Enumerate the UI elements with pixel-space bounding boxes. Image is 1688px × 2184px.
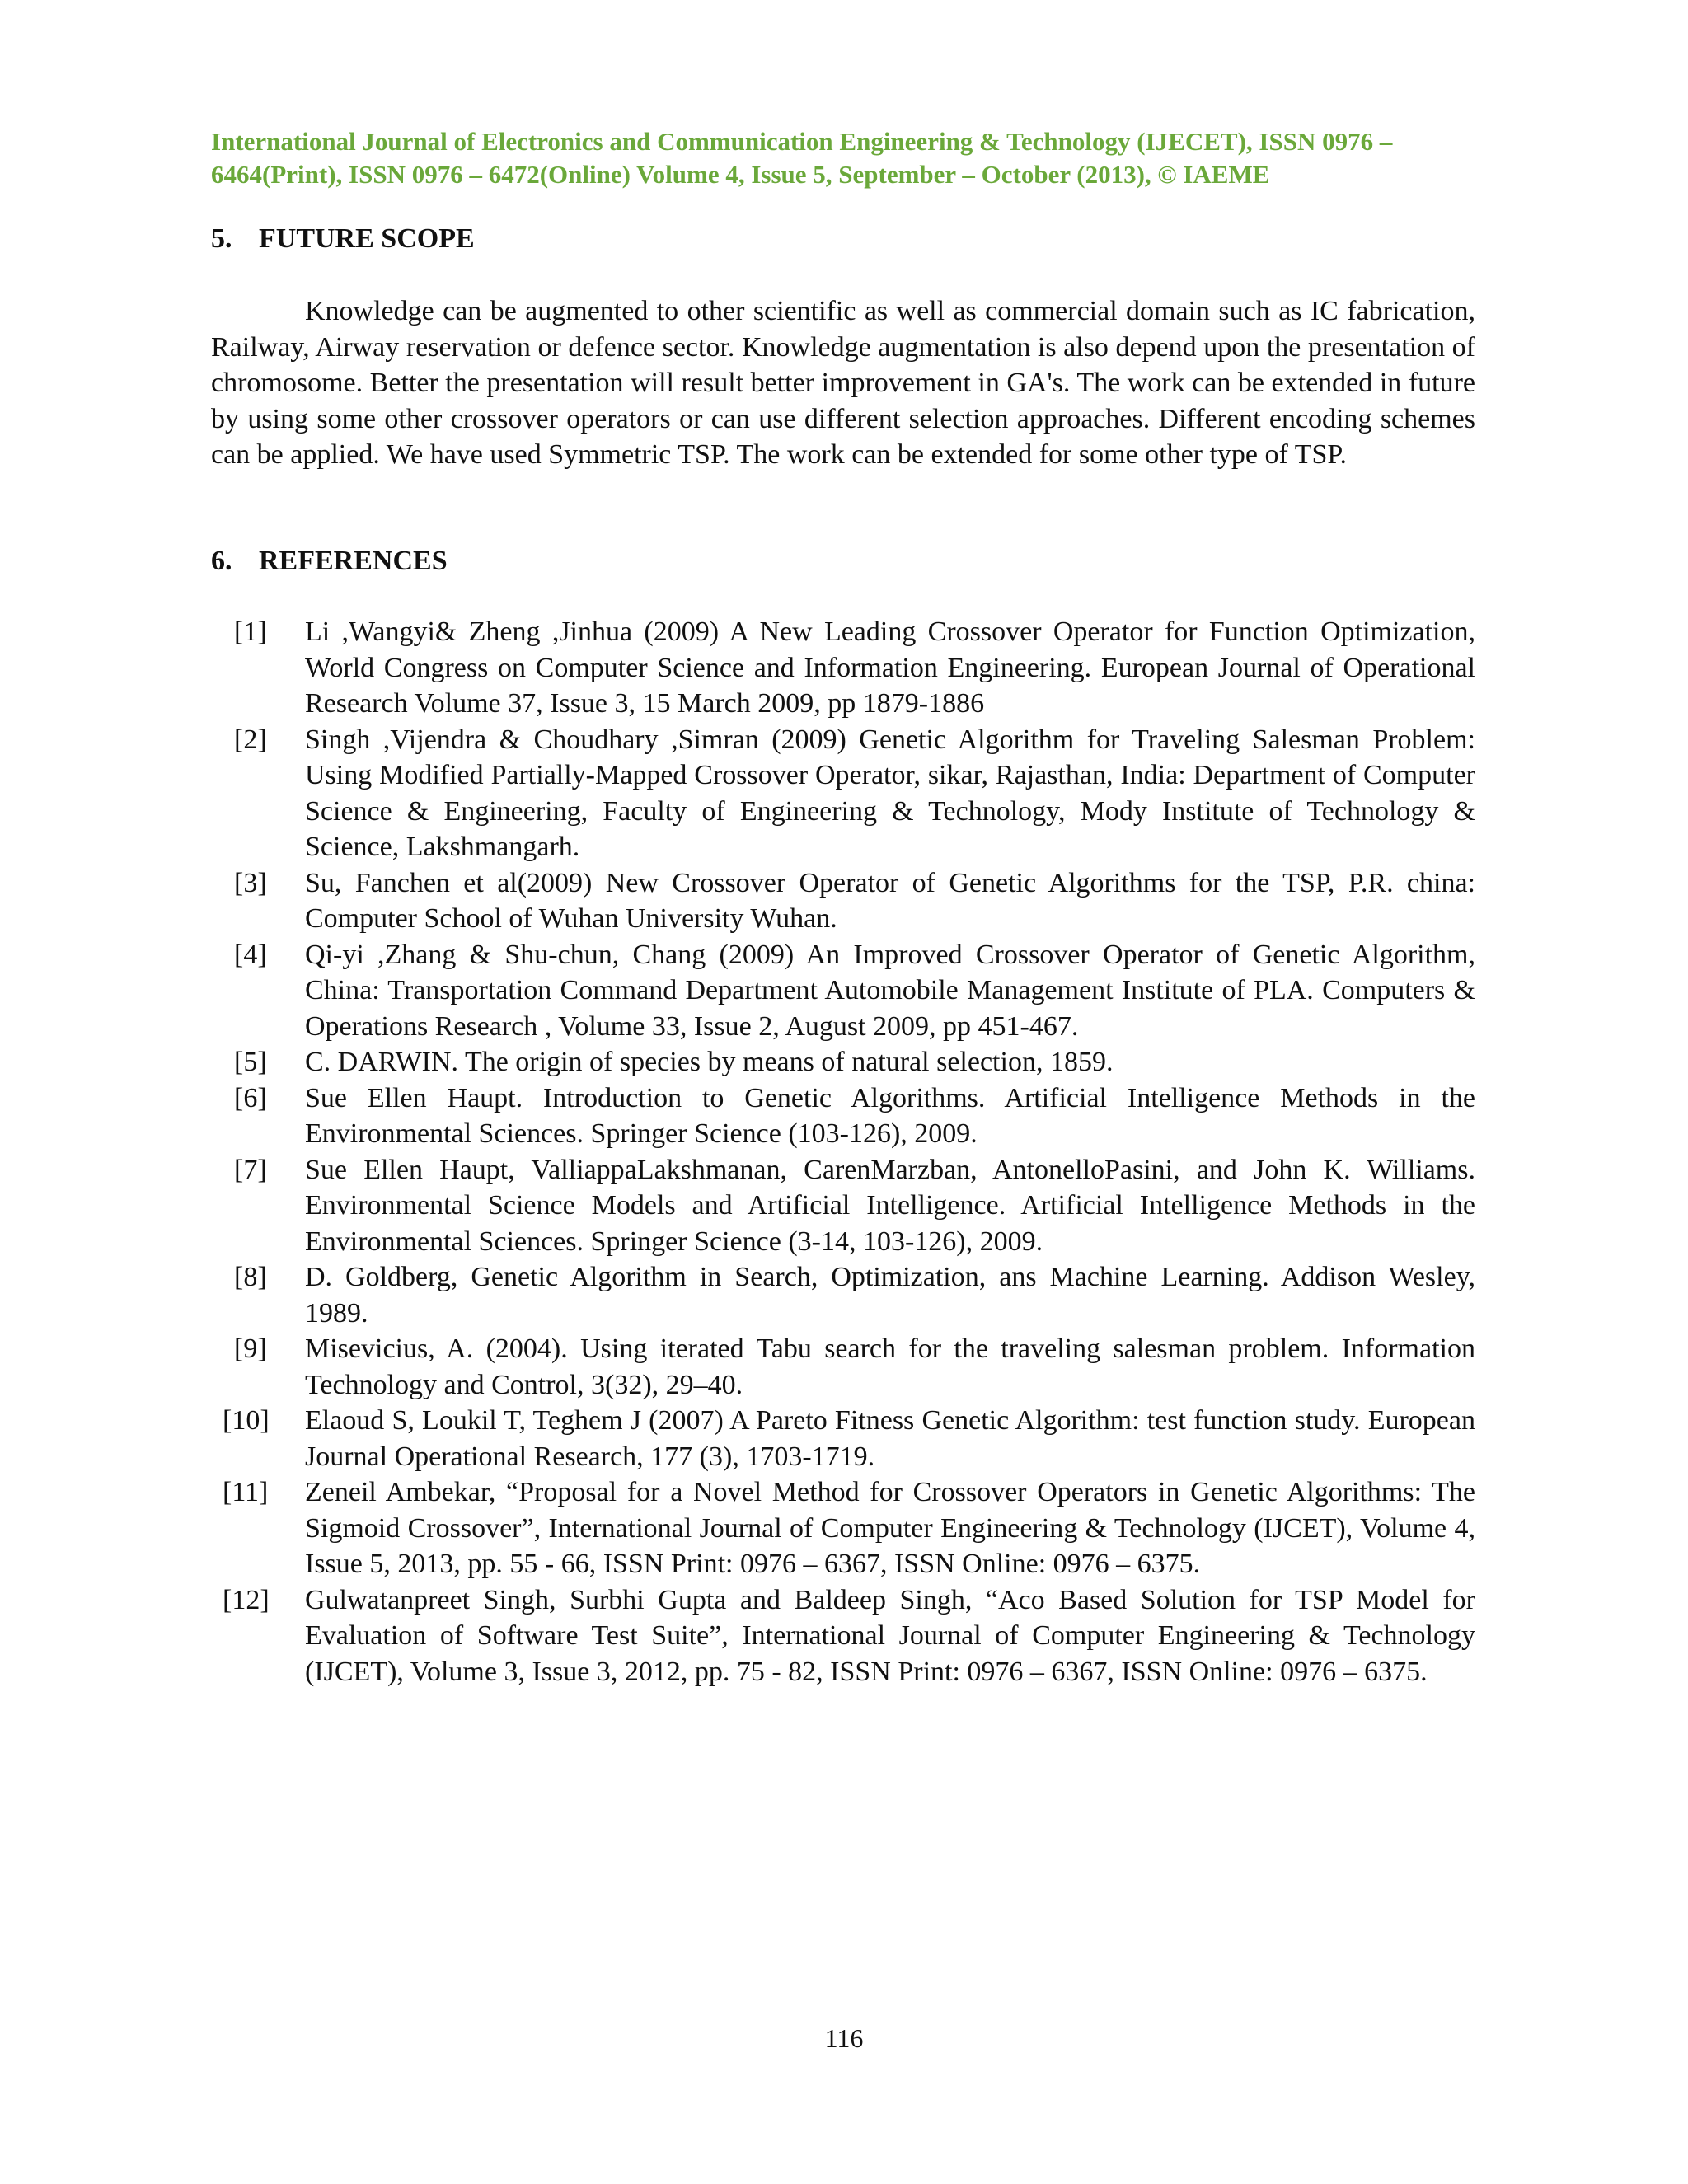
reference-text: Zeneil Ambekar, “Proposal for a Novel Method for Crossover Operators in Genetic Algorithms: The Sigmoid Crossover”, International Journal of Computer Engineering & Technology (IJCET), Volume 4, Issue 5, 2013, pp. 55 - 66, ISSN Print: 0976 – 6367, ISSN Online: 0976 – 6375. bbox=[305, 1477, 1475, 1579]
reference-text: Elaoud S, Loukil T, Teghem J (2007) A Pareto Fitness Genetic Algorithm: test function study. European Journal Operational Research, 177 (3), 1703-1719. bbox=[305, 1405, 1475, 1472]
reference-number: [2] bbox=[234, 724, 267, 755]
reference-number: [11] bbox=[223, 1477, 269, 1507]
reference-item bbox=[211, 722, 1475, 865]
reference-text: Misevicius, A. (2004). Using iterated Tabu search for the traveling salesman problem. Information Technology and Control, 3(32), 29–40. bbox=[305, 1333, 1475, 1400]
section-number: 5. bbox=[211, 223, 232, 254]
section-title: REFERENCES bbox=[259, 546, 448, 576]
reference-text: Li ,Wangyi& Zheng ,Jinhua (2009) A New Leading Crossover Operator for Function Optimization, World Congress on Computer Science and Information Engineering. European Journal of Operational Research Volume 37, Issue 3, 15 March 2009, pp 1879-1886 bbox=[305, 616, 1475, 719]
reference-list bbox=[211, 614, 1475, 1690]
reference-text: Gulwatanpreet Singh, Surbhi Gupta and Baldeep Singh, “Aco Based Solution for TSP Model for Evaluation of Software Test Suite”, International Journal of Computer Engineering & Technology (IJCET), Volume 3, Issue 3, 2012, pp. 75 - 82, ISSN Print: 0976 – 6367, ISSN Online: 0976 – 6375. bbox=[305, 1584, 1475, 1687]
reference-number: [10] bbox=[223, 1405, 270, 1436]
reference-item bbox=[211, 1259, 1475, 1331]
reference-item bbox=[211, 1582, 1475, 1690]
reference-item bbox=[211, 1403, 1475, 1474]
reference-item bbox=[211, 614, 1475, 722]
reference-number: [3] bbox=[234, 867, 267, 898]
reference-item bbox=[211, 1044, 1475, 1080]
reference-number: [6] bbox=[234, 1082, 267, 1113]
reference-number: [7] bbox=[234, 1154, 267, 1185]
reference-item bbox=[211, 1331, 1475, 1403]
reference-text: Sue Ellen Haupt. Introduction to Genetic Algorithms. Artificial Intelligence Methods in the Environmental Sciences. Springer Science (103-126), 2009. bbox=[305, 1082, 1475, 1149]
reference-text: D. Goldberg, Genetic Algorithm in Search, Optimization, ans Machine Learning. Addison Wesley, 1989. bbox=[305, 1262, 1475, 1329]
reference-text: Su, Fanchen et al(2009) New Crossover Operator of Genetic Algorithms for the TSP, P.R. china: Computer School of Wuhan University Wuhan. bbox=[305, 867, 1475, 934]
reference-number: [9] bbox=[234, 1333, 267, 1364]
reference-text: Sue Ellen Haupt, ValliappaLakshmanan, CarenMarzban, AntonelloPasini, and John K. Williams. Environmental Science Models and Artificial Intelligence. Artificial Intelligence Methods in the Environmental Sciences. Springer Science (3-14, 103-126), 2009. bbox=[305, 1154, 1475, 1257]
reference-item bbox=[211, 937, 1475, 1045]
reference-text: C. DARWIN. The origin of species by means of natural selection, 1859. bbox=[305, 1047, 1114, 1077]
reference-text: Qi-yi ,Zhang & Shu-chun, Chang (2009) An Improved Crossover Operator of Genetic Algorithm, China: Transportation Command Department Automobile Management Institute of PLA. Computers & Operations Research , Volume 33, Issue 2, August 2009, pp 451-467. bbox=[305, 939, 1475, 1042]
reference-item bbox=[211, 1474, 1475, 1582]
reference-number: [1] bbox=[234, 616, 267, 647]
section-heading-future-scope bbox=[211, 223, 475, 255]
section-title: FUTURE SCOPE bbox=[259, 223, 475, 254]
future-scope-paragraph: Knowledge can be augmented to other scientific as well as commercial domain such as IC fabrication, Railway, Airway reservation or defence sector. Knowledge augmentation is also depend upon the presentation of chromosome. Better the presentation will result better improvement in GA's. The work can be extended in future by using some other crossover operators or can use different selection approaches. Different encoding schemes can be applied. We have used Symmetric TSP. The work can be extended for some other type of TSP. bbox=[211, 296, 1475, 470]
reference-number: [8] bbox=[234, 1262, 267, 1292]
page-number: 116 bbox=[824, 2023, 864, 2053]
reference-item bbox=[211, 1080, 1475, 1152]
reference-number: [12] bbox=[223, 1584, 270, 1615]
journal-header-line-2: 6464(Print), ISSN 0976 – 6472(Online) Volume 4, Issue 5, September – October (2013), © IAEME bbox=[211, 160, 1270, 189]
reference-item bbox=[211, 1152, 1475, 1260]
section-heading-references bbox=[211, 545, 448, 578]
reference-number: [5] bbox=[234, 1047, 267, 1077]
section-number: 6. bbox=[211, 546, 232, 576]
journal-header-line-1: International Journal of Electronics and Communication Engineering & Technology (IJECET), ISSN 0976 – bbox=[211, 127, 1393, 156]
reference-text: Singh ,Vijendra & Choudhary ,Simran (2009) Genetic Algorithm for Traveling Salesman Problem: Using Modified Partially-Mapped Crossover Operator, sikar, Rajasthan, India: Department of Computer Science & Engineering, Faculty of Engineering & Technology, Mody Institute of Technology & Science, Lakshmangarh. bbox=[305, 724, 1475, 862]
journal-header bbox=[211, 125, 1475, 191]
reference-number: [4] bbox=[234, 939, 267, 970]
reference-item bbox=[211, 865, 1475, 937]
